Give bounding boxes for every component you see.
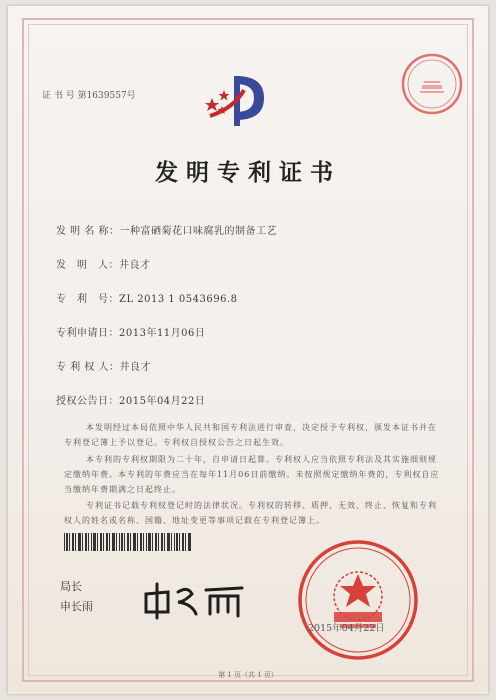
paragraph-term: 本专利的专利权期限为二十年，自申请日起算。专利权人应当依照专利法及其实施细则规定缴纳年费。本专利的年费应当在每年11月06日前缴纳。未按照规定缴纳年费的，专利权自应当缴纳年费期满之日起终止。 bbox=[64, 455, 440, 494]
field-label: 授权公告日： bbox=[56, 396, 119, 407]
page-footer: 第 1 页（共 1 页） bbox=[218, 671, 278, 679]
field-row-patentee bbox=[56, 358, 151, 373]
certificate-number: 证 书 号 第1639557号 bbox=[42, 91, 136, 101]
field-label: 发 明 人： bbox=[56, 260, 119, 271]
certificate-paper bbox=[8, 6, 488, 694]
page-title: 发明专利证书 bbox=[155, 160, 341, 186]
field-value: 一种富硒菊花口味腐乳的制备工艺 bbox=[119, 226, 278, 237]
signature-title: 局长 bbox=[60, 580, 82, 593]
patent-office-logo-icon bbox=[204, 70, 276, 130]
field-value: 井良才 bbox=[119, 362, 152, 373]
field-row-patent-number bbox=[56, 290, 238, 305]
field-value: ZL 2013 1 0543696.8 bbox=[119, 294, 238, 305]
seal-date: 2015年04月22日 bbox=[308, 623, 385, 634]
field-value: 2015年04月22日 bbox=[119, 396, 206, 407]
handwritten-signature-icon bbox=[138, 580, 250, 620]
field-row-grant-date bbox=[56, 392, 205, 407]
field-row-inventor bbox=[56, 256, 151, 271]
field-label: 发 明 名 称： bbox=[56, 226, 120, 237]
field-value: 2013年11月06日 bbox=[119, 328, 206, 339]
field-label: 专 利 权 人： bbox=[56, 362, 120, 373]
field-label: 专 利 号： bbox=[56, 294, 119, 305]
field-row-invention-name bbox=[56, 222, 277, 237]
paragraph-grant: 本发明经过本局依照中华人民共和国专利法进行审查，决定授予专利权，颁发本证书并在专利登记簿上予以登记。专利权自授权公告之日起生效。 bbox=[64, 423, 437, 447]
field-row-filing-date bbox=[56, 324, 205, 339]
paragraph-record: 专利证书记载专利权登记时的法律状况。专利权的转移、质押、无效、终止、恢复和专利权人的姓名或名称、国籍、地址变更等事项记载在专利登记簿上。 bbox=[64, 501, 437, 525]
field-value: 井良才 bbox=[119, 260, 151, 271]
field-label: 专利申请日： bbox=[56, 328, 119, 339]
barcode-icon bbox=[64, 533, 192, 551]
top-seal-icon bbox=[400, 52, 464, 116]
signature-name: 申长雨 bbox=[60, 600, 93, 613]
official-seal-icon bbox=[296, 538, 420, 662]
